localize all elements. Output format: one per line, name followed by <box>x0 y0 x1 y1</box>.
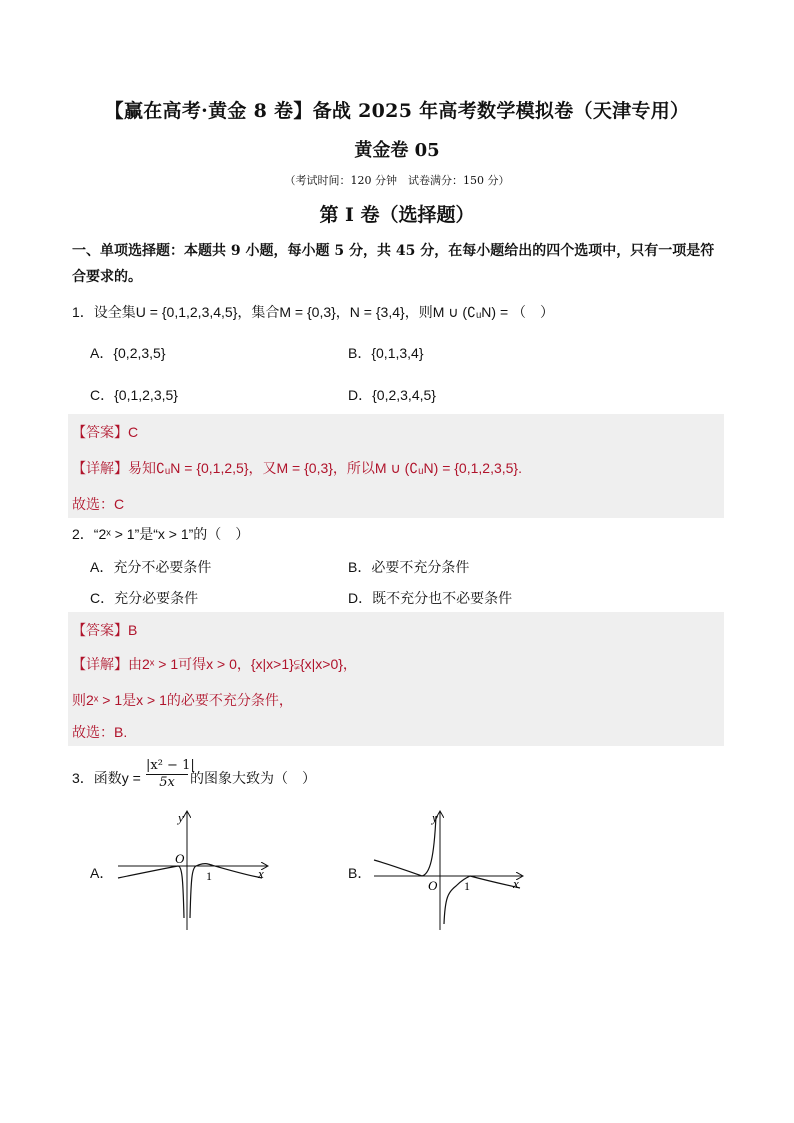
q1-answer: 【答案】C <box>72 424 139 440</box>
curve-left <box>118 866 184 918</box>
y-label: y <box>432 810 438 825</box>
fraction <box>146 758 195 790</box>
q3-graph-a <box>112 808 272 934</box>
q1-option-d: D．{0,2,3,4,5} <box>348 387 436 403</box>
page-title: 【赢在高考·黄金 8 卷】备战 2025 年高考数学模拟卷（天津专用） <box>104 100 690 122</box>
origin-label: O <box>175 851 185 866</box>
fraction-denominator: 5x <box>159 775 175 790</box>
q1-option-a: A．{0,2,3,5} <box>90 345 166 361</box>
q2-answer-block <box>68 612 724 746</box>
q2-detail <box>72 654 357 674</box>
q1-answer-block <box>68 414 724 518</box>
q2-option-b: B．必要不充分条件 <box>348 559 470 575</box>
exam-info: （考试时间：120 分钟 试卷满分：150 分） <box>284 174 510 187</box>
x-label: x <box>513 876 519 891</box>
q3-option-a-label: A． <box>90 865 114 881</box>
question-stem-prefix: 函数y = <box>93 770 141 786</box>
question-number: 1． <box>72 304 94 320</box>
question-stem: “2ˣ > 1”是“x > 1”的（ ） <box>93 526 250 542</box>
question-number: 3． <box>72 770 94 786</box>
q1-conclusion: 故选：C <box>72 496 125 512</box>
section-instructions: 一、单项选择题：本题共 9 小题，每小题 5 分，共 45 分，在每小题给出的四个选项中，只有一项是符合要求的。 <box>72 243 715 285</box>
q2-option-a: A．充分不必要条件 <box>90 559 212 575</box>
q2-detail-line2: 则2ˣ > 1是x > 1的必要不充分条件， <box>72 692 293 708</box>
q1-detail <box>72 458 522 478</box>
volume-title: 第 I 卷（选择题） <box>319 204 475 226</box>
origin-label: O <box>428 878 438 893</box>
fraction-numerator: |x² − 1| <box>146 758 195 773</box>
curve-right <box>190 864 262 918</box>
question-1 <box>72 302 554 322</box>
q2-conclusion: 故选：B. <box>72 724 128 740</box>
tick-one-label: 1 <box>206 869 212 883</box>
detail-text: 易知∁ᵤN = {0,1,2,5}，又M = {0,3}，所以M ∪ (∁ᵤN) = {0,1,2,3,5}. <box>128 460 522 476</box>
detail-label: 【详解】 <box>72 460 128 476</box>
tick-one-label: 1 <box>464 879 470 893</box>
question-stem-suffix: 的图象大致为（ ） <box>190 770 316 786</box>
q1-option-b: B．{0,1,3,4} <box>348 345 424 361</box>
detail-text: 由2ˣ > 1可得x > 0，{x|x>1}⫋{x|x>0}， <box>128 656 357 672</box>
y-label: y <box>178 810 184 825</box>
paper-subtitle: 黄金卷 05 <box>354 140 440 161</box>
detail-label: 【详解】 <box>72 656 128 672</box>
q2-option-c: C．充分必要条件 <box>90 590 199 606</box>
q3-option-b-label: B． <box>348 865 372 881</box>
q1-option-c: C．{0,1,2,3,5} <box>90 387 178 403</box>
x-label: x <box>258 866 264 881</box>
question-2 <box>72 524 249 544</box>
question-stem: 设全集U = {0,1,2,3,4,5}，集合M = {0,3}，N = {3,4}，则M ∪ (∁ᵤN) = （ ） <box>93 304 555 320</box>
question-3 <box>72 768 141 788</box>
curve-left <box>374 816 436 876</box>
curve-right <box>444 876 520 924</box>
question-number: 2． <box>72 526 94 542</box>
q2-option-d: D．既不充分也不必要条件 <box>348 590 513 606</box>
q3-graph-b <box>370 808 530 934</box>
q2-answer: 【答案】B <box>72 622 138 638</box>
